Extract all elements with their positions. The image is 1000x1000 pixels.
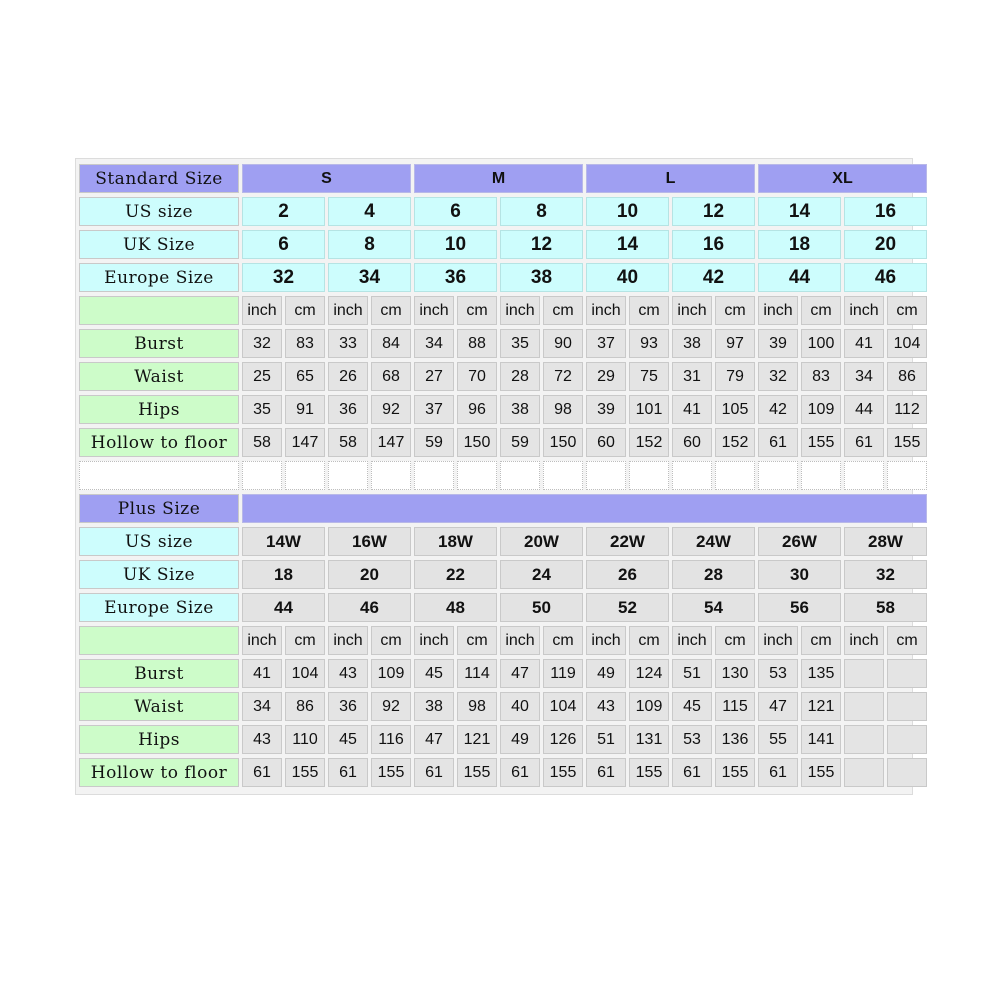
plus-europe-size-value: 48 <box>414 593 497 622</box>
size-group-m: M <box>414 164 583 193</box>
standard-us-size-value: 2 <box>242 197 325 226</box>
standard-measure-value: 150 <box>457 428 497 457</box>
plus-measure-value: 61 <box>758 758 798 787</box>
standard-measure-value: 38 <box>500 395 540 424</box>
standard-measure-value: 32 <box>758 362 798 391</box>
unit-inch: inch <box>414 626 454 655</box>
plus-measure-value: 61 <box>414 758 454 787</box>
plus-measure-value: 121 <box>801 692 841 721</box>
standard-measure-value: 98 <box>543 395 583 424</box>
standard-measure-value: 28 <box>500 362 540 391</box>
spacer-cell <box>500 461 540 490</box>
spacer-cell <box>715 461 755 490</box>
plus-measure-value: 47 <box>500 659 540 688</box>
plus-measure-value: 98 <box>457 692 497 721</box>
standard-measure-label-burst: Burst <box>79 329 239 358</box>
unit-inch: inch <box>242 296 282 325</box>
plus-measure-value: 53 <box>672 725 712 754</box>
plus-measure-value: 116 <box>371 725 411 754</box>
standard-measure-value: 112 <box>887 395 927 424</box>
spacer-cell <box>371 461 411 490</box>
plus-measure-label-burst: Burst <box>79 659 239 688</box>
standard-measure-value: 34 <box>844 362 884 391</box>
standard-measure-value: 39 <box>758 329 798 358</box>
plus-measure-value <box>844 692 884 721</box>
unit-cm: cm <box>543 296 583 325</box>
plus-europe-size-value: 52 <box>586 593 669 622</box>
standard-europe-size-value: 38 <box>500 263 583 292</box>
plus-us-size-value: 18W <box>414 527 497 556</box>
unit-cm: cm <box>715 626 755 655</box>
plus-measure-value: 43 <box>242 725 282 754</box>
plus-measure-value: 45 <box>672 692 712 721</box>
plus-measure-value: 45 <box>414 659 454 688</box>
standard-measure-value: 37 <box>586 329 626 358</box>
spacer-cell <box>801 461 841 490</box>
unit-cm: cm <box>371 626 411 655</box>
plus-measure-value: 61 <box>242 758 282 787</box>
standard-size-title: Standard Size <box>79 164 239 193</box>
plus-measure-value: 53 <box>758 659 798 688</box>
standard-uk-size-value: 20 <box>844 230 927 259</box>
standard-us-size-value: 4 <box>328 197 411 226</box>
standard-measure-label-hips: Hips <box>79 395 239 424</box>
size-chart <box>75 158 921 795</box>
standard-measure-value: 155 <box>801 428 841 457</box>
plus-us-size-value: 20W <box>500 527 583 556</box>
standard-measure-value: 31 <box>672 362 712 391</box>
plus-measure-value: 121 <box>457 725 497 754</box>
unit-cm: cm <box>801 296 841 325</box>
unit-inch: inch <box>500 296 540 325</box>
plus-measure-label-hips: Hips <box>79 725 239 754</box>
plus-measure-value: 155 <box>543 758 583 787</box>
standard-europe-size-value: 42 <box>672 263 755 292</box>
plus-europe-size-value: 50 <box>500 593 583 622</box>
plus-unit-label-blank <box>79 626 239 655</box>
plus-measure-value: 43 <box>586 692 626 721</box>
plus-uk-size-value: 20 <box>328 560 411 589</box>
spacer-cell <box>543 461 583 490</box>
standard-measure-value: 86 <box>887 362 927 391</box>
plus-measure-value: 155 <box>715 758 755 787</box>
standard-measure-value: 97 <box>715 329 755 358</box>
standard-measure-value: 58 <box>242 428 282 457</box>
standard-measure-value: 34 <box>414 329 454 358</box>
standard-measure-value: 33 <box>328 329 368 358</box>
unit-cm: cm <box>457 626 497 655</box>
plus-measure-label-waist: Waist <box>79 692 239 721</box>
standard-unit-label-blank <box>79 296 239 325</box>
size-group-l: L <box>586 164 755 193</box>
standard-measure-value: 147 <box>285 428 325 457</box>
plus-measure-value: 141 <box>801 725 841 754</box>
plus-us-size-value: 26W <box>758 527 841 556</box>
plus-europe-size-label: Europe Size <box>79 593 239 622</box>
plus-us-size-value: 16W <box>328 527 411 556</box>
spacer-cell <box>242 461 282 490</box>
plus-size-title: Plus Size <box>79 494 239 523</box>
standard-measure-value: 79 <box>715 362 755 391</box>
standard-us-size-value: 10 <box>586 197 669 226</box>
standard-measure-value: 60 <box>672 428 712 457</box>
plus-measure-value: 109 <box>371 659 411 688</box>
plus-measure-value: 55 <box>758 725 798 754</box>
standard-measure-value: 59 <box>500 428 540 457</box>
plus-measure-value: 40 <box>500 692 540 721</box>
plus-us-size-label: US size <box>79 527 239 556</box>
plus-measure-value: 115 <box>715 692 755 721</box>
unit-inch: inch <box>758 626 798 655</box>
plus-us-size-value: 24W <box>672 527 755 556</box>
standard-measure-value: 96 <box>457 395 497 424</box>
plus-measure-value: 119 <box>543 659 583 688</box>
plus-europe-size-value: 54 <box>672 593 755 622</box>
standard-measure-value: 42 <box>758 395 798 424</box>
standard-measure-value: 70 <box>457 362 497 391</box>
plus-measure-value: 47 <box>758 692 798 721</box>
unit-inch: inch <box>844 296 884 325</box>
spacer-cell <box>758 461 798 490</box>
standard-measure-value: 41 <box>844 329 884 358</box>
standard-measure-value: 104 <box>887 329 927 358</box>
plus-us-size-value: 22W <box>586 527 669 556</box>
plus-uk-size-value: 18 <box>242 560 325 589</box>
plus-uk-size-value: 22 <box>414 560 497 589</box>
plus-measure-value: 36 <box>328 692 368 721</box>
standard-measure-label-hollow-to-floor: Hollow to floor <box>79 428 239 457</box>
standard-measure-value: 91 <box>285 395 325 424</box>
plus-measure-value: 61 <box>500 758 540 787</box>
plus-measure-value: 92 <box>371 692 411 721</box>
plus-measure-value: 86 <box>285 692 325 721</box>
plus-measure-value: 49 <box>500 725 540 754</box>
standard-measure-value: 92 <box>371 395 411 424</box>
plus-measure-value: 155 <box>629 758 669 787</box>
size-chart-grid <box>79 164 927 787</box>
plus-measure-value: 110 <box>285 725 325 754</box>
plus-measure-value: 34 <box>242 692 282 721</box>
standard-uk-size-value: 12 <box>500 230 583 259</box>
unit-cm: cm <box>801 626 841 655</box>
plus-measure-value: 155 <box>285 758 325 787</box>
unit-inch: inch <box>672 296 712 325</box>
unit-inch: inch <box>328 626 368 655</box>
standard-measure-value: 25 <box>242 362 282 391</box>
standard-us-size-label: US size <box>79 197 239 226</box>
plus-measure-value <box>844 725 884 754</box>
plus-uk-size-value: 32 <box>844 560 927 589</box>
standard-measure-value: 105 <box>715 395 755 424</box>
standard-measure-value: 155 <box>887 428 927 457</box>
plus-measure-value: 104 <box>285 659 325 688</box>
standard-measure-value: 75 <box>629 362 669 391</box>
plus-measure-value: 61 <box>586 758 626 787</box>
unit-inch: inch <box>586 626 626 655</box>
standard-measure-value: 41 <box>672 395 712 424</box>
standard-us-size-value: 14 <box>758 197 841 226</box>
plus-uk-size-value: 26 <box>586 560 669 589</box>
spacer-cell <box>672 461 712 490</box>
unit-cm: cm <box>457 296 497 325</box>
unit-inch: inch <box>242 626 282 655</box>
plus-us-size-value: 28W <box>844 527 927 556</box>
plus-measure-value: 135 <box>801 659 841 688</box>
standard-measure-value: 65 <box>285 362 325 391</box>
standard-measure-label-waist: Waist <box>79 362 239 391</box>
standard-measure-value: 61 <box>844 428 884 457</box>
unit-cm: cm <box>887 626 927 655</box>
plus-measure-value: 43 <box>328 659 368 688</box>
plus-measure-value <box>887 692 927 721</box>
standard-us-size-value: 16 <box>844 197 927 226</box>
plus-europe-size-value: 44 <box>242 593 325 622</box>
unit-inch: inch <box>672 626 712 655</box>
plus-measure-value <box>887 725 927 754</box>
plus-measure-value: 61 <box>672 758 712 787</box>
standard-measure-value: 36 <box>328 395 368 424</box>
plus-uk-size-label: UK Size <box>79 560 239 589</box>
spacer-label <box>79 461 239 490</box>
standard-uk-size-value: 16 <box>672 230 755 259</box>
unit-cm: cm <box>629 296 669 325</box>
standard-europe-size-label: Europe Size <box>79 263 239 292</box>
unit-inch: inch <box>758 296 798 325</box>
unit-cm: cm <box>543 626 583 655</box>
plus-size-header-bar <box>242 494 927 523</box>
standard-uk-size-value: 8 <box>328 230 411 259</box>
standard-measure-value: 44 <box>844 395 884 424</box>
plus-measure-value: 49 <box>586 659 626 688</box>
plus-uk-size-value: 28 <box>672 560 755 589</box>
standard-measure-value: 152 <box>715 428 755 457</box>
spacer-cell <box>285 461 325 490</box>
unit-inch: inch <box>500 626 540 655</box>
standard-measure-value: 72 <box>543 362 583 391</box>
standard-europe-size-value: 36 <box>414 263 497 292</box>
unit-cm: cm <box>715 296 755 325</box>
plus-europe-size-value: 46 <box>328 593 411 622</box>
plus-measure-value: 131 <box>629 725 669 754</box>
standard-measure-value: 83 <box>285 329 325 358</box>
spacer-cell <box>586 461 626 490</box>
standard-uk-size-value: 10 <box>414 230 497 259</box>
standard-us-size-value: 6 <box>414 197 497 226</box>
standard-europe-size-value: 44 <box>758 263 841 292</box>
standard-measure-value: 150 <box>543 428 583 457</box>
standard-measure-value: 101 <box>629 395 669 424</box>
standard-measure-value: 58 <box>328 428 368 457</box>
plus-measure-value: 155 <box>801 758 841 787</box>
plus-measure-value: 130 <box>715 659 755 688</box>
standard-us-size-value: 12 <box>672 197 755 226</box>
standard-europe-size-value: 40 <box>586 263 669 292</box>
unit-cm: cm <box>285 626 325 655</box>
unit-inch: inch <box>414 296 454 325</box>
size-group-xl: XL <box>758 164 927 193</box>
standard-measure-value: 59 <box>414 428 454 457</box>
spacer-cell <box>457 461 497 490</box>
standard-uk-size-value: 6 <box>242 230 325 259</box>
plus-measure-value: 155 <box>371 758 411 787</box>
spacer-cell <box>844 461 884 490</box>
plus-measure-value: 41 <box>242 659 282 688</box>
standard-measure-value: 152 <box>629 428 669 457</box>
standard-measure-value: 90 <box>543 329 583 358</box>
plus-measure-value: 114 <box>457 659 497 688</box>
standard-measure-value: 147 <box>371 428 411 457</box>
standard-measure-value: 88 <box>457 329 497 358</box>
standard-measure-value: 29 <box>586 362 626 391</box>
standard-europe-size-value: 46 <box>844 263 927 292</box>
spacer-cell <box>629 461 669 490</box>
standard-measure-value: 93 <box>629 329 669 358</box>
plus-us-size-value: 14W <box>242 527 325 556</box>
plus-measure-value: 51 <box>672 659 712 688</box>
plus-measure-value: 45 <box>328 725 368 754</box>
plus-measure-value: 51 <box>586 725 626 754</box>
plus-measure-value: 47 <box>414 725 454 754</box>
standard-measure-value: 26 <box>328 362 368 391</box>
unit-cm: cm <box>629 626 669 655</box>
spacer-cell <box>887 461 927 490</box>
unit-inch: inch <box>844 626 884 655</box>
standard-europe-size-value: 32 <box>242 263 325 292</box>
standard-uk-size-value: 18 <box>758 230 841 259</box>
unit-cm: cm <box>285 296 325 325</box>
spacer-cell <box>328 461 368 490</box>
plus-europe-size-value: 56 <box>758 593 841 622</box>
plus-measure-value: 38 <box>414 692 454 721</box>
unit-inch: inch <box>328 296 368 325</box>
standard-measure-value: 38 <box>672 329 712 358</box>
standard-measure-value: 35 <box>242 395 282 424</box>
plus-measure-value: 126 <box>543 725 583 754</box>
plus-measure-value <box>887 659 927 688</box>
plus-measure-value <box>844 758 884 787</box>
standard-measure-value: 37 <box>414 395 454 424</box>
standard-uk-size-value: 14 <box>586 230 669 259</box>
standard-measure-value: 84 <box>371 329 411 358</box>
standard-measure-value: 39 <box>586 395 626 424</box>
standard-measure-value: 60 <box>586 428 626 457</box>
plus-measure-label-hollow-to-floor: Hollow to floor <box>79 758 239 787</box>
plus-measure-value <box>844 659 884 688</box>
standard-measure-value: 27 <box>414 362 454 391</box>
standard-measure-value: 83 <box>801 362 841 391</box>
standard-measure-value: 35 <box>500 329 540 358</box>
standard-us-size-value: 8 <box>500 197 583 226</box>
plus-measure-value: 61 <box>328 758 368 787</box>
standard-measure-value: 68 <box>371 362 411 391</box>
unit-cm: cm <box>887 296 927 325</box>
plus-measure-value: 155 <box>457 758 497 787</box>
spacer-cell <box>414 461 454 490</box>
unit-inch: inch <box>586 296 626 325</box>
plus-uk-size-value: 30 <box>758 560 841 589</box>
plus-measure-value: 109 <box>629 692 669 721</box>
plus-europe-size-value: 58 <box>844 593 927 622</box>
plus-measure-value: 124 <box>629 659 669 688</box>
standard-europe-size-value: 34 <box>328 263 411 292</box>
standard-measure-value: 32 <box>242 329 282 358</box>
standard-measure-value: 61 <box>758 428 798 457</box>
standard-measure-value: 109 <box>801 395 841 424</box>
plus-measure-value: 104 <box>543 692 583 721</box>
size-group-s: S <box>242 164 411 193</box>
standard-measure-value: 100 <box>801 329 841 358</box>
plus-uk-size-value: 24 <box>500 560 583 589</box>
unit-cm: cm <box>371 296 411 325</box>
plus-measure-value: 136 <box>715 725 755 754</box>
plus-measure-value <box>887 758 927 787</box>
standard-uk-size-label: UK Size <box>79 230 239 259</box>
